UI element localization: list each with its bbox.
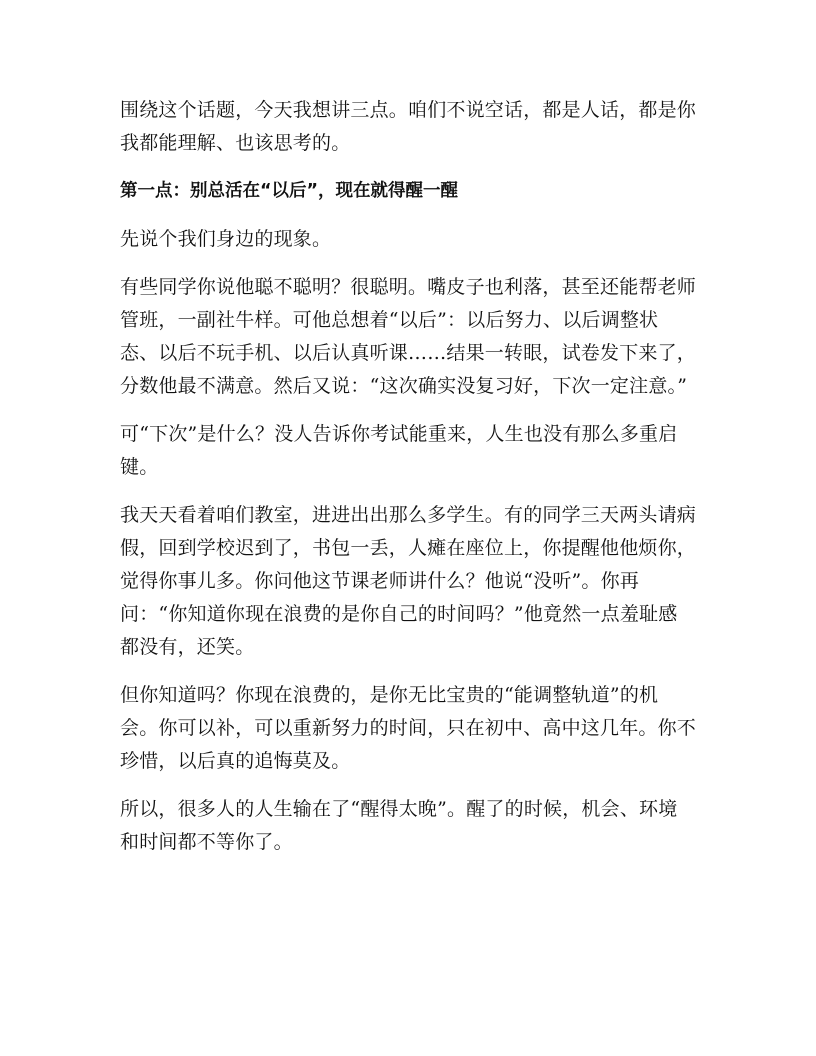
document-page [120, 94, 696, 874]
paragraph: 但你知道吗？你现在浪费的，是你无比宝贵的“能调整轨道”的机会。你可以补，可以重新努力的时间，只在初中、高中这几年。你不珍惜，以后真的追悔莫及。 [120, 684, 697, 772]
paragraph: 有些同学你说他聪不聪明？很聪明。嘴皮子也利落，甚至还能帮老师管班，一副社牛样。可他总想着“以后”：以后努力、以后调整状态、以后不玩手机、以后认真听课……结果一转眼，试卷发下来了，分数他最不满意。然后又说：“这次确实没复习好，下次一定注意。” [120, 276, 697, 397]
paragraph: 先说个我们身边的现象。 [120, 228, 332, 250]
intro-paragraph: 围绕这个话题，今天我想讲三点。咱们不说空话，都是人话，都是你我都能理解、也该思考的。 [120, 99, 697, 154]
paragraph: 所以，很多人的人生输在了“醒得太晚”。醒了的时候，机会、环境和时间都不等你了。 [120, 798, 678, 853]
section-heading: 第一点：别总活在“以后”，现在就得醒一醒 [120, 181, 459, 201]
paragraph: 可“下次”是什么？没人告诉你考试能重来，人生也没有那么多重启键。 [120, 423, 678, 478]
paragraph: 我天天看着咱们教室，进进出出那么多学生。有的同学三天两头请病假，回到学校迟到了，书包一丢，人瘫在座位上，你提醒他他烦你，觉得你事儿多。你问他这节课老师讲什么？他说“没听”。你再问：“你知道你现在浪费的是你自己的时间吗？”他竟然一点羞耻感都没有，还笑。 [120, 504, 697, 658]
